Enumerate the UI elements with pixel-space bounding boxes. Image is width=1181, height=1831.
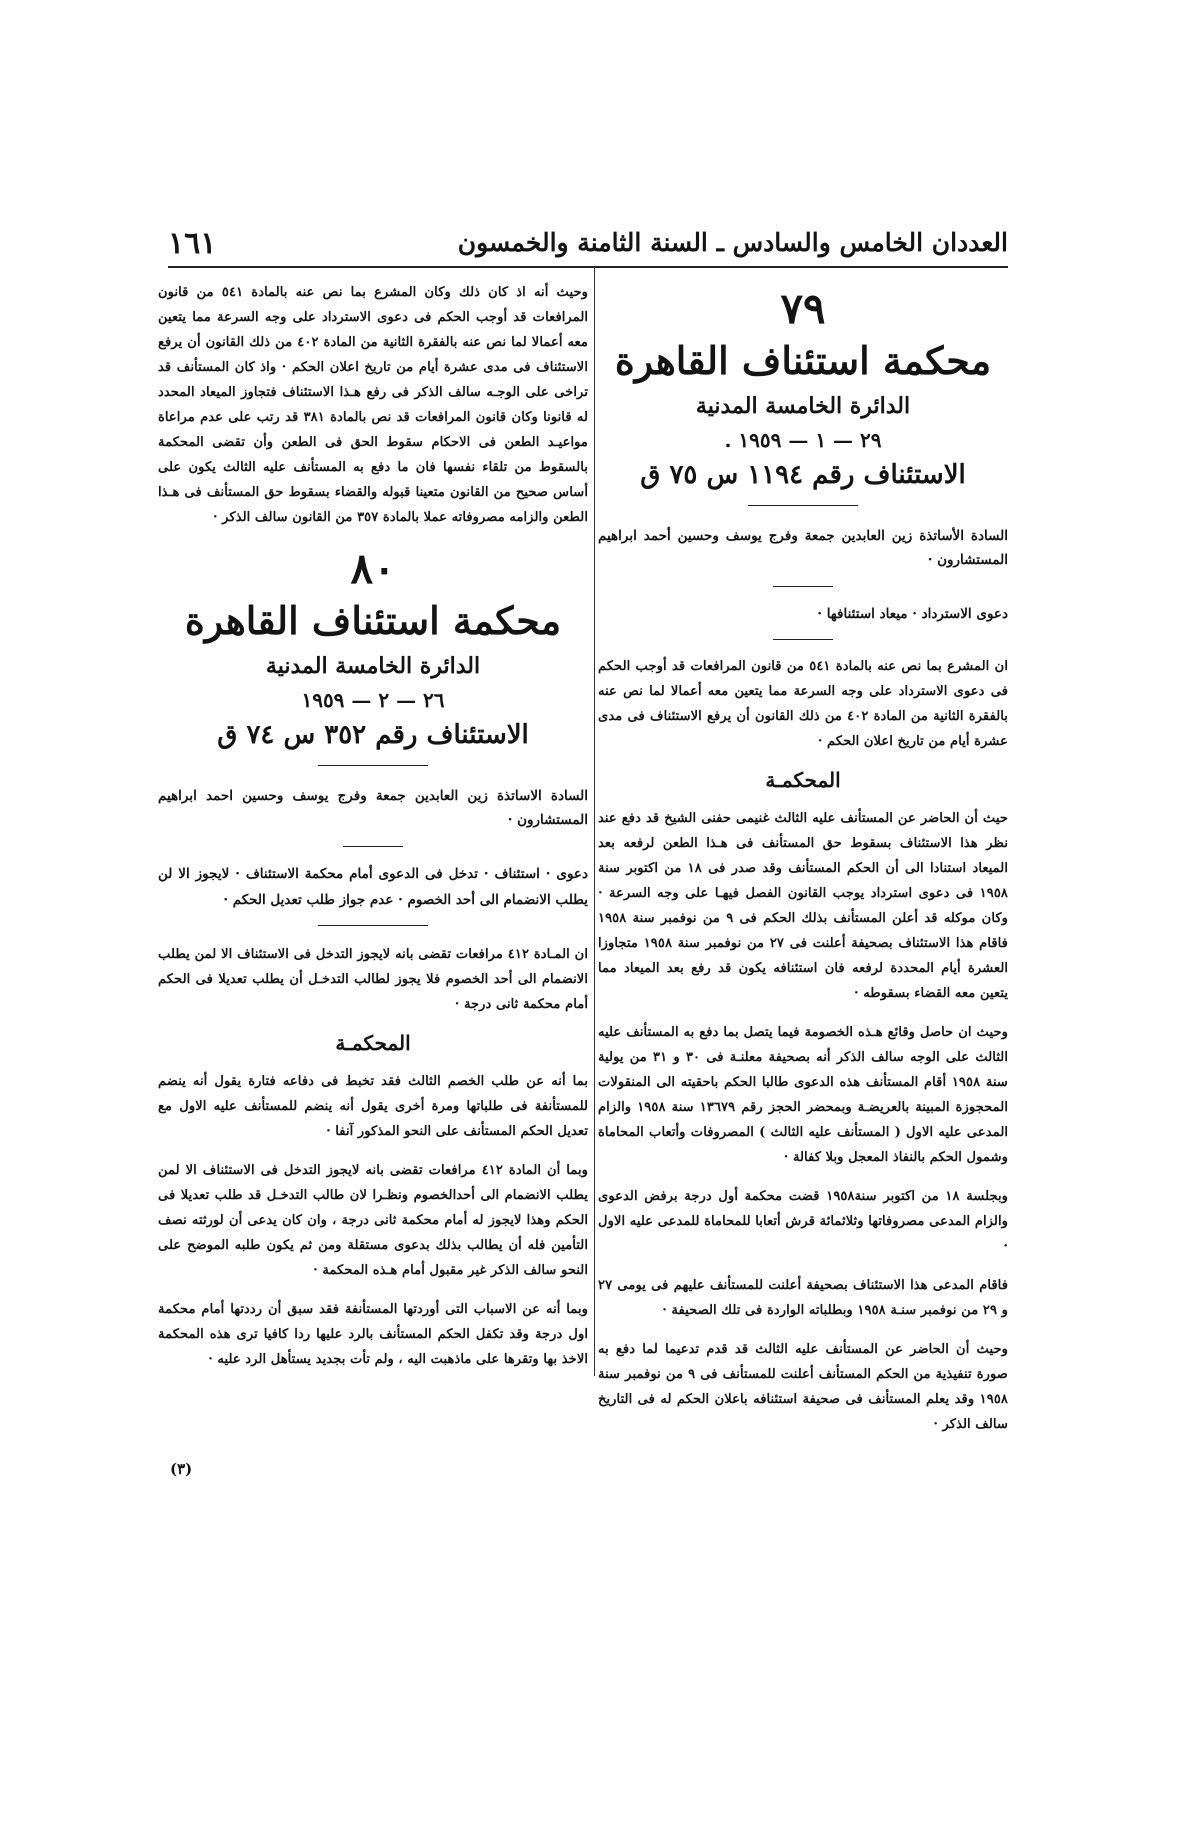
case-date: ٢٩ — ١ — ١٩٥٩ . (724, 428, 882, 452)
body-paragraph: وحيث ان حاصل وقائع هـذه الخصومة فيما يتصل بما دفع به المستأنف عليه الثالث على الوجه سالف الذكر أنه بصحيفة معلنـة فى ٣٠ و ٣١ من يولية سنة ١٩٥٨ أقام المستأنف هذه الدعوى طالبا الحكم باحقيته الى المنقولات المحجوزة المبينة بالعريضـة وبمحضر الحجز رقم ١٣٦٧٩ سنة ١٩٥٨ والزام المدعى عليه الاول ( المستأنف عليه الثالث ) المصروفات وأتعاب المحاماة وشمول الحكم بالنفاذ المعجل وبلا كفالة · (598, 1025, 1008, 1165)
signature-mark: (٣) (170, 1460, 193, 1478)
section-heading: المحكمـة (335, 1031, 411, 1055)
court-title: محكمة استئناف القاهرة (184, 598, 562, 643)
separator (343, 846, 403, 847)
separator (318, 765, 428, 766)
running-title: العددان الخامس والسادس ـ السنة الثامنة والخمسون (457, 228, 1008, 257)
body-paragraph: حيث أن الحاضر عن المستأنف عليه الثالث غنيمى حفنى الشيخ قد دفع عند نظر هذا الاستئناف بسقوط حق المستأنف فى هـذا الطعن لرفعه بعد الميعاد استنادا الى أن الحكم المستأنف وقد صدر فى ١٨ من اكتوبر سنة ١٩٥٨ فى دعوى استرداد يوجب القانون الفصل فيهـا على وجه السرعة · وكان موكله قد أعلن المستأنف بذلك الحكم فى ٩ من نوفمبر سنة ١٩٥٨ فاقام هذا الاستئناف بصحيفة أعلنت فى ٢٧ من نوفمبر سنة ١٩٥٨ متجاوزا العشرة أيام المحددة لرفعه فان استئنافه يكون قد رفع بعد الميعاد مما يتعين معه القضاء بسقوطه · (598, 811, 1008, 1001)
header-rule (168, 266, 1008, 268)
separator (748, 505, 858, 506)
judges-list: السادة الاساتذة زين العابدين جمعة وفرج يوسف وحسين احمد ابراهيم المستشارون · (158, 788, 588, 828)
separator (318, 925, 428, 926)
column-divider (594, 266, 595, 1376)
body-paragraph: بما أنه عن طلب الخصم الثالث فقد تخبط فى دفاعه فتارة يقول أنه ينضم للمستأنفة فى طلباتها ومرة أخرى يقول أنه ينضم للمستأنف عليه الاول مع تعديل الحكم المستأنف على النحو المذكور آنفا · (158, 1074, 588, 1139)
appeal-number: الاستئناف رقم ٣٥٢ س ٧٤ ق (217, 720, 529, 750)
body-paragraph: وبما أنه عن الاسباب التى أوردتها المستأنفة فقد سبق أن رددتها أمام محكمة اول درجة وقد تكفل الحكم المستأنف بالرد عليها ردا كافيا ترى هذه المحكمة الاخذ بها وتقرها على ماذهبت اليه ، ولم تأت بجديد يستأهل الرد عليه · (158, 1302, 588, 1367)
summary-paragraph: ان المـادة ٤١٢ مرافعات تقضى بانه لايجوز التدخل فى الاستئناف الا لمن يطلب الانضمام الى أحد الخصوم فلا يجوز لطالب التدخـل أن يطلب تعديلا فى الحكم أمام محكمة ثانى درجة · (158, 947, 588, 1012)
circuit-title: الدائرة الخامسة المدنية (695, 393, 911, 419)
court-title: محكمة استئناف القاهرة (614, 338, 992, 383)
page-header (168, 226, 1008, 260)
judges-list: السادة الأساتذة زين العابدين جمعة وفرج يوسف وحسين أحمد ابراهيم المستشارون · (598, 528, 1008, 568)
body-paragraph: وبجلسة ١٨ من اكتوبر سنة١٩٥٨ قضت محكمة أول درجة برفض الدعوى والزام المدعى مصروفاتها وثلاثمائة قرش أتعابا للمحاماة للمدعى عليه الاول · (598, 1189, 1008, 1254)
separator (773, 639, 833, 640)
case-number: ٧٩ (780, 284, 826, 333)
body-paragraph: وبما أن المادة ٤١٢ مرافعات تقضى بانه لايجوز التدخل فى الاستئناف الا لمن يطلب الانضمام الى أحدالخصوم ونظـرا لان طالب التدخـل قد طلب تعديلا فى الحكم وهذا لايجوز له أمام محكمة ثانى درجة ، وان كان يدعى أن لورثته نصف التأمين فله أن يطالب بذلك بدعوى مستقلة ومن ثم يكون طلبه الموضح على النحو سالف الذكر غير مقبول أمام هـذه المحكمة · (158, 1163, 588, 1278)
summary-paragraph: ان المشرع بما نص عنه بالمادة ٥٤١ من قانون المرافعات قد أوجب الحكم فى دعوى الاسترداد على وجه السرعة مما يتعين معه أعمالا لما نص عنه بالفقرة الثانية من المادة ٤٠٢ من ذلك القانون أن يرفع الاستئناف فى مدى عشرة أيام من تاريخ اعلان الحكم · (598, 659, 1008, 749)
appeal-number: الاستئناف رقم ١١٩٤ س ٧٥ ق (640, 460, 966, 490)
circuit-title: الدائرة الخامسة المدنية (265, 653, 481, 679)
headnote: دعوى الاسترداد · ميعاد استئنافها · (817, 606, 1008, 622)
page-number: ١٦١ (168, 226, 217, 261)
section-heading: المحكمـة (765, 768, 841, 792)
right-column (598, 280, 1008, 1451)
case-date: ٢٦ — ٢ — ١٩٥٩ (301, 688, 445, 712)
body-paragraph: وحيث أن الحاضر عن المستأنف عليه الثالث قد قدم تدعيما لما دفع به صورة تنفيذية من الحكم المستأنف أعلنت للمستأنف فى ٩ من نوفمبر سنة ١٩٥٨ وقد يعلم المستأنف فى صحيفة استئنافه باعلان الحكم له فى التاريخ سالف الذكر · (598, 1342, 1008, 1432)
headnote: دعوى · استئناف · تدخل فى الدعوى أمام محكمة الاستئناف · لايجوز الا لن يطلب الانضمام الى أحد الخصوم · عدم جواز طلب تعديل الحكم · (158, 866, 588, 908)
body-paragraph: فاقام المدعى هذا الاستئناف بصحيفة أعلنت للمستأنف عليهم فى يومى ٢٧ و ٢٩ من نوفمبر سنـة ١٩٥٨ وبطلباته الواردة فى تلك الصحيفة · (598, 1278, 1008, 1318)
left-column (158, 280, 588, 1386)
continuation-paragraph: وحيث أنه اذ كان ذلك وكان المشرع بما نص عنه بالمادة ٥٤١ من قانون المرافعات قد أوجب الحكم فى دعوى الاسترداد على وجه السرعة مما يتعين معه أعمالا لما نص عنه بالفقرة الثانية من المادة ٤٠٢ من ذلك القانون أن يرفع الاستئناف فى مدى عشرة أيام من تاريخ اعلان الحكم · واذ كان المستأنف قد تراخى على الوجـه سالف الذكر فى رفع هـذا الاستئناف فتجاوز الميعاد المحدد له قانونا وكان قانون المرافعات قد نص بالمادة ٣٨١ قد رتب على عدم مراعاة مواعيـد الطعن فى الاحكام سقوط الحق فى الطعن وأن تقضى المحكمة بالسقوط من تلقاء نفسها فان ما دفع به المستأنف عليه الثالث يكون على أساس صحيح من القانون متعينا قبوله والقضاء بسقوط حق المستأنف فى هـذا الطعن والزامه مصروفاته عملا بالمادة ٣٥٧ من القانون سالف الذكر · (158, 285, 588, 525)
separator (773, 586, 833, 587)
case-number: ٨٠ (350, 544, 396, 593)
